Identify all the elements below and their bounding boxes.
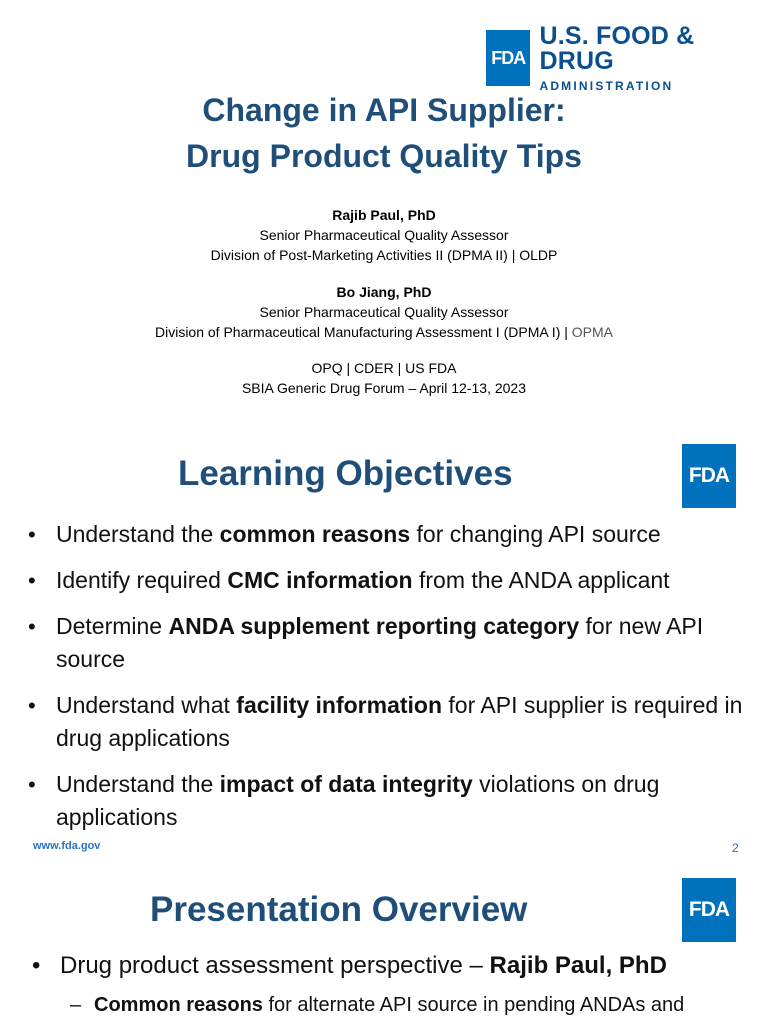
author-division: Division of Post-Marketing Activities II (DPMA II) | OLDP — [210, 247, 558, 263]
presentation-overview-slide — [0, 870, 768, 1024]
event-block — [0, 358, 768, 398]
fda-badge-icon: FDA — [682, 878, 736, 942]
list-item: • Understand the impact of data integrity violations on drug applications — [26, 768, 746, 834]
page-number: 2 — [732, 841, 739, 855]
fda-wordmark-line1: U.S. FOOD & DRUG — [539, 22, 695, 75]
fda-wordmark — [539, 24, 768, 92]
list-item: • Understand the common reasons for changing API source — [26, 518, 746, 551]
list-item: • Identify required CMC information from the ANDA applicant — [26, 564, 746, 597]
author-division-suffix: OPMA — [571, 324, 614, 340]
list-item: • Determine ANDA supplement reporting category for new API source — [26, 610, 746, 676]
slide-title: Learning Objectives — [178, 454, 513, 493]
author-role: Senior Pharmaceutical Quality Assessor — [259, 304, 509, 320]
org-line: OPQ | CDER | US FDA — [311, 360, 457, 376]
author-division-text: Division of Pharmaceutical Manufacturing Assessment I (DPMA I) | — [154, 324, 568, 340]
fda-badge-icon: FDA — [486, 30, 530, 86]
slide-title: Presentation Overview — [150, 890, 528, 929]
slide-title-line2: Drug Product Quality Tips — [186, 138, 582, 174]
footer-url-link[interactable]: www.fda.gov — [33, 840, 101, 852]
event-line: SBIA Generic Drug Forum – April 12-13, 2023 — [241, 380, 527, 396]
list-item: • Drug product assessment perspective – Rajib Paul, PhD — [30, 952, 667, 980]
author-block-1 — [0, 205, 768, 265]
author-division — [0, 322, 768, 342]
author-block-2 — [0, 282, 768, 342]
objectives-list — [26, 518, 746, 847]
fda-badge-icon: FDA — [682, 444, 736, 508]
fda-logo — [486, 24, 768, 92]
author-name: Rajib Paul, PhD — [332, 207, 436, 223]
author-role: Senior Pharmaceutical Quality Assessor — [259, 227, 509, 243]
sub-list-item: – Common reasons for alternate API source in pending ANDAs and — [70, 994, 684, 1017]
title-slide — [0, 0, 768, 420]
author-name: Bo Jiang, PhD — [336, 284, 432, 300]
list-item: • Understand what facility information for API supplier is required in drug applications — [26, 689, 746, 755]
learning-objectives-slide — [0, 430, 768, 860]
slide-title-line1: Change in API Supplier: — [202, 92, 566, 128]
fda-wordmark-line2: ADMINISTRATION — [539, 79, 674, 93]
